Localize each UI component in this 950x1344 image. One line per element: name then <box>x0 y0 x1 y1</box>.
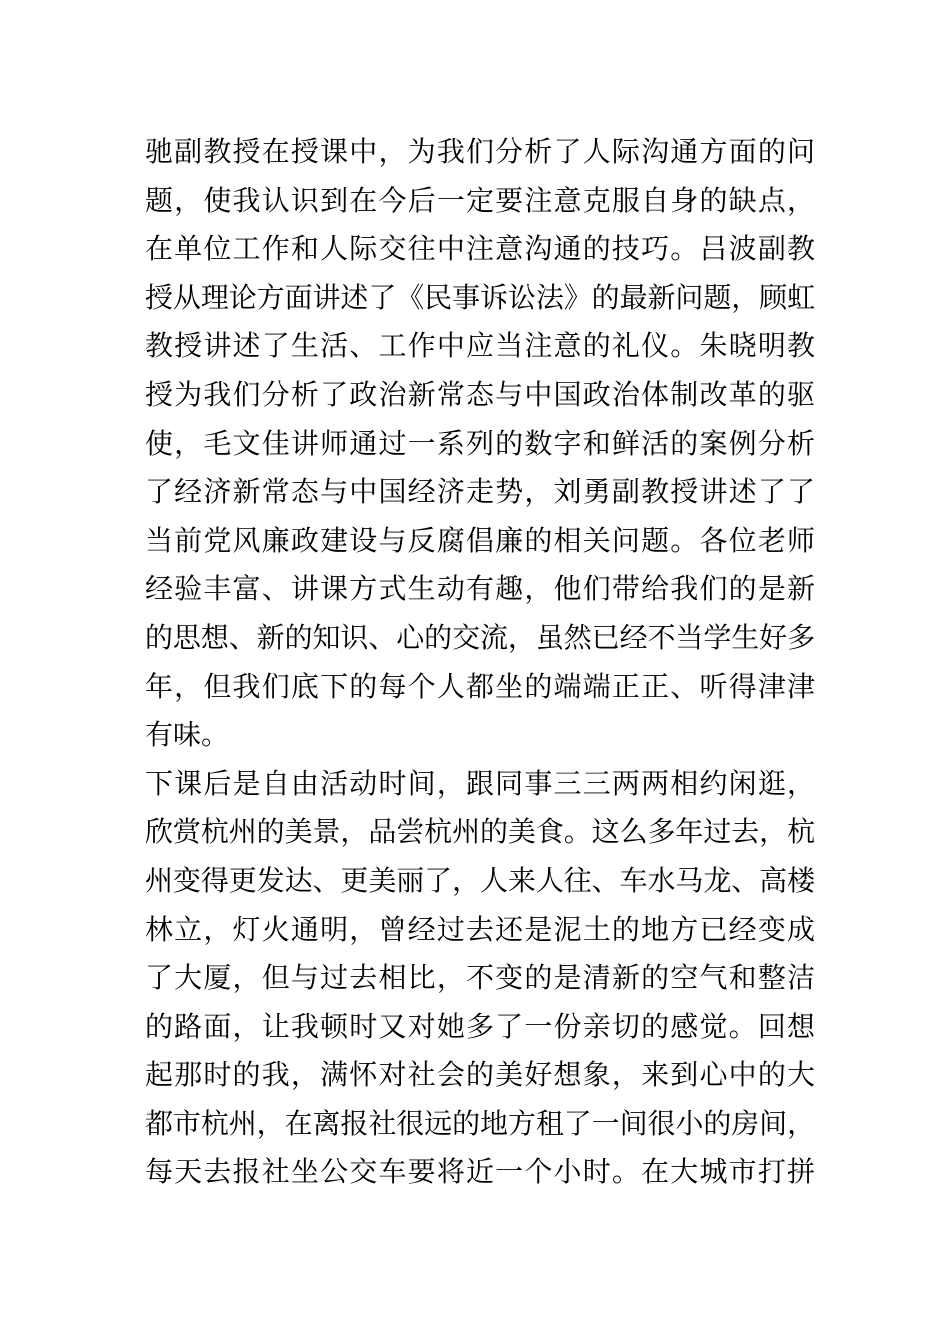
body-text <box>145 128 815 1197</box>
text-line: 授从理论方面讲述了《民事诉讼法》的最新问题，顾虹 <box>145 280 816 314</box>
text-line: 驰副教授在授课中，为我们分析了人际沟通方面的问 <box>145 135 817 168</box>
text-line: 当前党风廉政建设与反腐倡廉的相关问题。各位老师 <box>145 523 817 557</box>
text-line: 都市杭州，在离报社很远的地方租了一间很小的房间， <box>145 1106 816 1140</box>
text-line: 州变得更发达、更美丽了，人来人往、车水马龙、高楼 <box>145 863 816 897</box>
text-line: 下课后是自由活动时间，跟同事三三两两相约闲逛， <box>145 766 817 800</box>
text-line: 起那时的我，满怀对社会的美好想象，来到心中的大 <box>145 1058 817 1092</box>
text-line: 了大厦，但与过去相比，不变的是清新的空气和整洁 <box>145 961 817 995</box>
text-line: 每天去报社坐公交车要将近一个小时。在大城市打拼 <box>145 1155 817 1189</box>
text-line: 了经济新常态与中国经济走势，刘勇副教授讲述了了 <box>145 475 817 509</box>
text-line: 授为我们分析了政治新常态与中国政治体制改革的驱 <box>145 377 817 411</box>
text-line: 经验丰富、讲课方式生动有趣，他们带给我们的是新 <box>145 572 817 606</box>
paragraph <box>145 128 815 760</box>
text-line: 林立，灯火通明，曾经过去还是泥土的地方已经变成 <box>145 912 817 946</box>
text-line: 题，使我认识到在今后一定要注意克服自身的缺点， <box>145 183 817 217</box>
text-line: 的路面，让我顿时又对她多了一份亲切的感觉。回想 <box>145 1009 817 1043</box>
paragraph <box>145 760 815 1197</box>
text-line: 年，但我们底下的每个人都坐的端端正正、听得津津 <box>145 669 817 703</box>
text-line: 使，毛文佳讲师通过一系列的数字和鲜活的案例分析 <box>145 426 817 460</box>
text-line: 在单位工作和人际交往中注意沟通的技巧。吕波副教 <box>145 232 817 266</box>
text-line: 的思想、新的知识、心的交流，虽然已经不当学生好多 <box>145 620 816 654</box>
text-line: 欣赏杭州的美景，品尝杭州的美食。这么多年过去，杭 <box>145 815 816 849</box>
text-line: 有味。 <box>145 718 230 752</box>
text-line: 教授讲述了生活、工作中应当注意的礼仪。朱晓明教 <box>145 329 817 363</box>
